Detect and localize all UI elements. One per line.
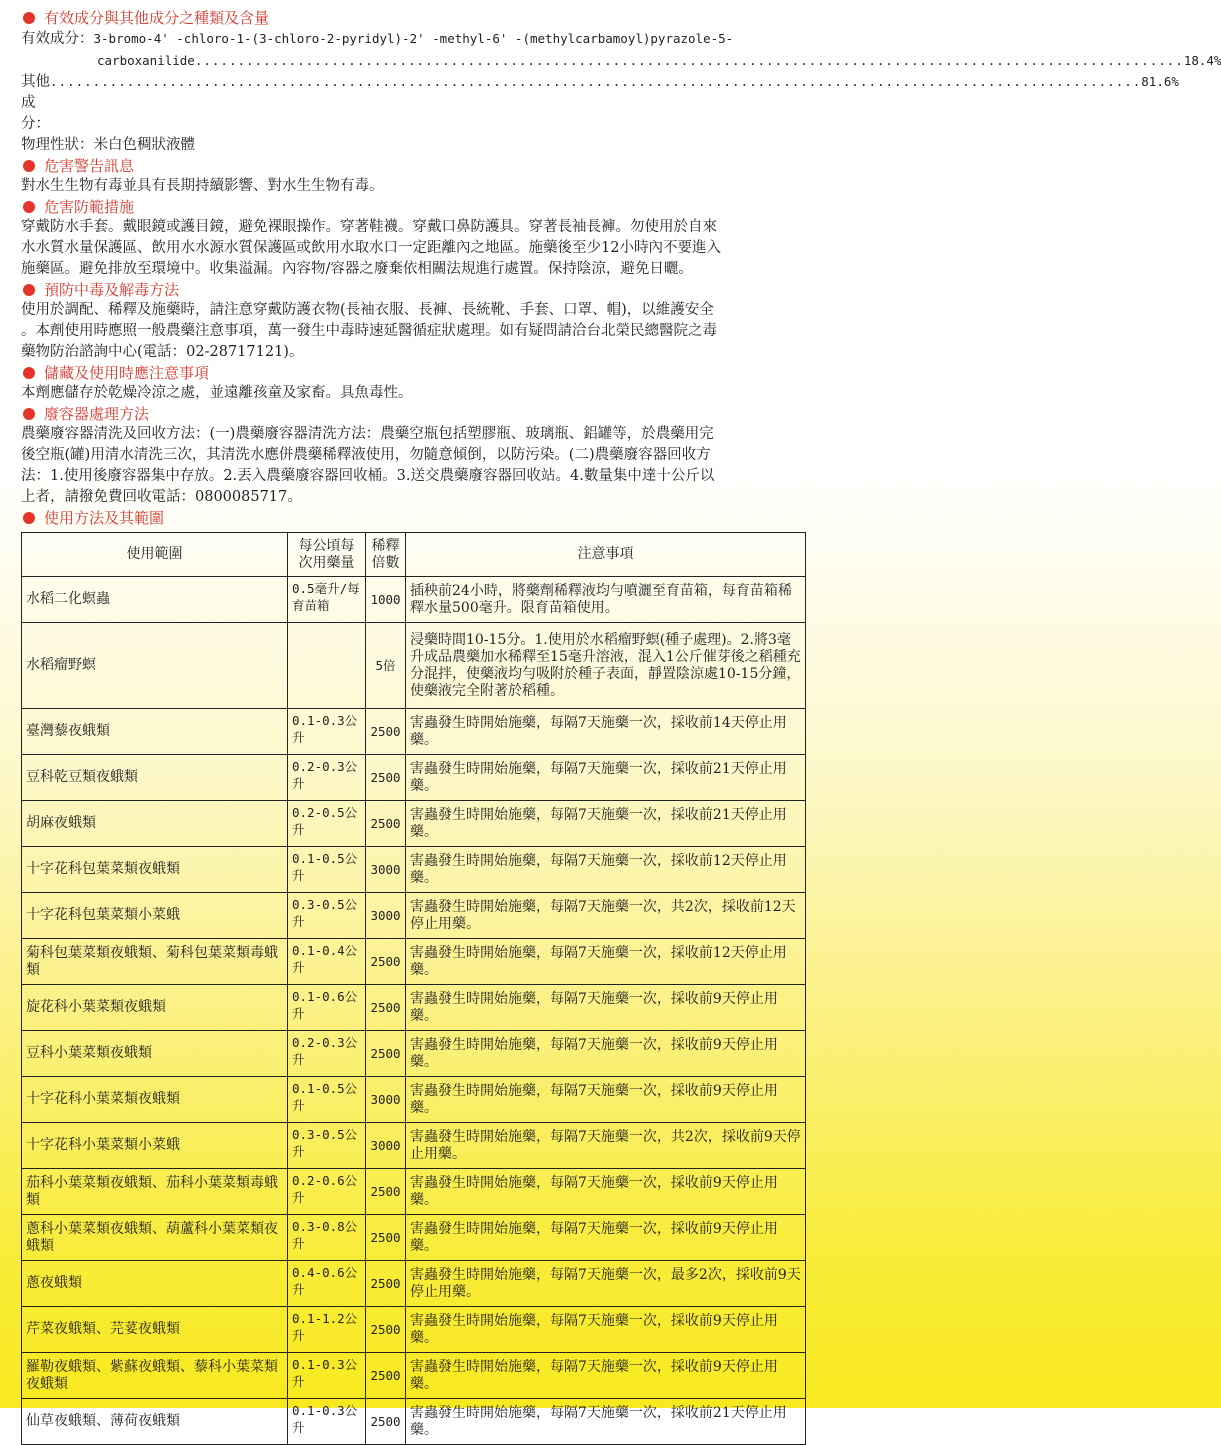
cell-scope: 蔥科小葉菜類夜蛾類、葫蘆科小葉菜類夜蛾類	[22, 1215, 288, 1261]
poisoning-line: 。本劑使用時應照一般農藥注意事項，萬一發生中毒時速延醫循症狀處理。如有疑問請洽台北榮民總醫院之毒	[21, 323, 717, 339]
heading-text: 預防中毒及解毒方法	[44, 281, 180, 299]
table-row	[22, 847, 806, 893]
cell-dilution: 1000	[366, 577, 406, 623]
precaution-line: 施藥區。避免排放至環境中。收集溢漏。內容物/容器之廢棄依相關法規進行處置。保持陰涼，避免日曬。	[21, 261, 693, 277]
cell-notes: 害蟲發生時開始施藥，每隔7天施藥一次，採收前21天停止用藥。	[406, 755, 806, 801]
disposal-line: 上者，請撥免費回收電話：0800085717。	[21, 489, 302, 505]
table-row	[22, 985, 806, 1031]
table-row	[22, 709, 806, 755]
cell-dilution: 2500	[366, 1261, 406, 1307]
cell-scope: 臺灣藜夜蛾類	[22, 709, 288, 755]
cell-notes: 害蟲發生時開始施藥，每隔7天施藥一次，採收前12天停止用藥。	[406, 847, 806, 893]
cell-scope: 水稻瘤野螟	[22, 623, 288, 709]
cell-scope: 旋花科小葉菜類夜蛾類	[22, 985, 288, 1031]
cell-notes: 插秧前24小時，將藥劑稀釋液均勻噴灑至育苗箱，每育苗箱稀釋水量500毫升。限育苗箱使用。	[406, 577, 806, 623]
cell-dilution: 3000	[366, 847, 406, 893]
cell-dose: 0.1-0.3公升	[288, 1399, 366, 1445]
cell-scope: 十字花科小葉菜類夜蛾類	[22, 1077, 288, 1123]
cell-dilution: 3000	[366, 893, 406, 939]
hazard-text: 對水生生物有毒並具有長期持續影響、對水生生物有毒。	[21, 178, 384, 194]
table-header-row	[22, 533, 806, 577]
cell-scope: 茄科小葉菜類夜蛾類、茄科小葉菜類毒蛾類	[22, 1169, 288, 1215]
table-row	[22, 1307, 806, 1353]
cell-scope: 胡麻夜蛾類	[22, 801, 288, 847]
disposal-line: 法：1.使用後廢容器集中存放。2.丟入農藥廢容器回收桶。3.送交農藥廢容器回收站。4.數量集中達十公斤以	[21, 468, 715, 484]
bullet-icon	[23, 512, 35, 524]
poisoning-line: 藥物防治諮詢中心(電話：02-28717121)。	[21, 344, 304, 360]
bullet-icon	[23, 367, 35, 379]
header-scope: 使用範圍	[22, 533, 288, 577]
cell-scope: 羅勒夜蛾類、紫蘇夜蛾類、藜科小葉菜類夜蛾類	[22, 1353, 288, 1399]
cell-dose: 0.1-0.3公升	[288, 1353, 366, 1399]
storage-text: 本劑應儲存於乾燥冷涼之處，並遠離孩童及家畜。具魚毒性。	[21, 385, 413, 401]
phys-value: 米白色稠狀液體	[93, 137, 195, 153]
heading-text: 有效成分與其他成分之種類及含量	[44, 9, 270, 27]
cell-scope: 菊科包葉菜類夜蛾類、菊科包葉菜類毒蛾類	[22, 939, 288, 985]
active-label: 有效成分：	[21, 31, 94, 47]
cell-dose: 0.2-0.6公升	[288, 1169, 366, 1215]
cell-dose: 0.3-0.5公升	[288, 1123, 366, 1169]
table-row	[22, 1123, 806, 1169]
cell-dose: 0.2-0.3公升	[288, 755, 366, 801]
cell-dilution: 2500	[366, 939, 406, 985]
precaution-line: 水水質水量保護區、飲用水水源水質保護區或飲用水取水口一定距離內之地區。施藥後至少12小時內不要進入	[21, 240, 721, 256]
cell-notes: 害蟲發生時開始施藥，每隔7天施藥一次，採收前9天停止用藥。	[406, 1077, 806, 1123]
poisoning-line: 使用於調配、稀釋及施藥時，請注意穿戴防護衣物(長袖衣服、長褲、長統靴、手套、口罩、帽)，以維護安全	[21, 302, 714, 318]
cell-scope: 十字花科包葉菜類夜蛾類	[22, 847, 288, 893]
cell-dilution: 2500	[366, 755, 406, 801]
cell-dilution: 5倍	[366, 623, 406, 709]
table-row	[22, 623, 806, 709]
cell-dilution: 2500	[366, 1307, 406, 1353]
usage-table	[21, 532, 806, 1445]
cell-dose: 0.1-0.5公升	[288, 1077, 366, 1123]
cell-notes: 害蟲發生時開始施藥，每隔7天施藥一次，採收前9天停止用藥。	[406, 1169, 806, 1215]
cell-notes: 害蟲發生時開始施藥，每隔7天施藥一次，採收前9天停止用藥。	[406, 985, 806, 1031]
cell-dilution: 3000	[366, 1077, 406, 1123]
cell-notes: 害蟲發生時開始施藥，每隔7天施藥一次，共2次，採收前12天停止用藥。	[406, 893, 806, 939]
header-notes: 注意事項	[406, 533, 806, 577]
cell-notes: 害蟲發生時開始施藥，每隔7天施藥一次，採收前14天停止用藥。	[406, 709, 806, 755]
cell-dose	[288, 623, 366, 709]
cell-dose: 0.1-0.3公升	[288, 709, 366, 755]
section-heading-poisoning	[21, 280, 811, 300]
cell-dilution: 3000	[366, 1123, 406, 1169]
cell-dose: 0.1-0.4公升	[288, 939, 366, 985]
cell-scope: 十字花科小葉菜類小菜蛾	[22, 1123, 288, 1169]
cell-dose: 0.3-0.5公升	[288, 893, 366, 939]
heading-text: 使用方法及其範圍	[44, 509, 165, 527]
cell-notes: 害蟲發生時開始施藥，每隔7天施藥一次，採收前9天停止用藥。	[406, 1307, 806, 1353]
header-dilution: 稀釋倍數	[366, 533, 406, 577]
active-ingredient-line	[21, 28, 811, 50]
cell-dose: 0.1-0.5公升	[288, 847, 366, 893]
active-ingredient-line-2	[21, 50, 1221, 71]
bullet-icon	[23, 201, 35, 213]
cell-notes: 害蟲發生時開始施藥，每隔7天施藥一次，共2次，採收前9天停止用藥。	[406, 1123, 806, 1169]
table-row	[22, 1031, 806, 1077]
heading-text: 廢容器處理方法	[44, 405, 150, 423]
cell-scope: 十字花科包葉菜類小菜蛾	[22, 893, 288, 939]
section-heading-hazard	[21, 156, 811, 176]
cell-dose: 0.5毫升/每育苗箱	[288, 577, 366, 623]
cell-dose: 0.2-0.5公升	[288, 801, 366, 847]
table-row	[22, 577, 806, 623]
disposal-line: 後空瓶(罐)用清水清洗三次，其清洗水應併農藥稀釋液使用，勿隨意傾倒，以防污染。(二)農藥廢容器回收方	[21, 447, 711, 463]
active-name: 3-bromo-4' -chloro-1-(3-chloro-2-pyridyl)-2' -methyl-6' -(methylcarbamoyl)pyrazole-5-	[93, 31, 734, 46]
cell-dilution: 2500	[366, 1399, 406, 1445]
header-dose: 每公頃每次用藥量	[288, 533, 366, 577]
cell-notes: 害蟲發生時開始施藥，每隔7天施藥一次，採收前9天停止用藥。	[406, 1031, 806, 1077]
heading-text: 危害防範措施	[44, 198, 135, 216]
table-row	[22, 1353, 806, 1399]
cell-scope: 水稻二化螟蟲	[22, 577, 288, 623]
section-heading-usage	[21, 508, 811, 528]
cell-dilution: 2500	[366, 1353, 406, 1399]
section-heading-precautions	[21, 197, 811, 217]
table-row	[22, 893, 806, 939]
active-name-cont: carboxanilide	[97, 53, 195, 68]
table-row	[22, 1169, 806, 1215]
table-row	[22, 1261, 806, 1307]
cell-dilution: 2500	[366, 801, 406, 847]
cell-dose: 0.1-0.6公升	[288, 985, 366, 1031]
table-row	[22, 1399, 806, 1445]
dot-leader: ....................................................................................................................	[194, 53, 1184, 68]
other-label: 其他成分：	[21, 74, 50, 132]
other-ingredient-line	[21, 71, 1179, 135]
cell-dose: 0.2-0.3公升	[288, 1031, 366, 1077]
label-document	[21, 8, 1221, 1445]
section-heading-disposal	[21, 404, 811, 424]
cell-notes: 浸藥時間10-15分。1.使用於水稻瘤野螟(種子處理)。2.將3毫升成品農藥加水稀釋至15毫升溶液，混入1公斤催芽後之稻種充分混拌，使藥液均勻吸附於種子表面，靜置陰涼處10-15分鐘，使藥液完全附著於稻種。	[406, 623, 806, 709]
cell-scope: 芹菜夜蛾類、芫荽夜蛾類	[22, 1307, 288, 1353]
cell-dilution: 2500	[366, 1169, 406, 1215]
active-percent: 18.4%	[1183, 53, 1221, 68]
cell-scope: 豆科小葉菜類夜蛾類	[22, 1031, 288, 1077]
cell-dose: 0.4-0.6公升	[288, 1261, 366, 1307]
dot-leader: ................................................................................................................................	[50, 74, 1142, 89]
cell-notes: 害蟲發生時開始施藥，每隔7天施藥一次，最多2次，採收前9天停止用藥。	[406, 1261, 806, 1307]
bullet-icon	[23, 12, 35, 24]
disposal-line: 農藥廢容器清洗及回收方法：(一)農藥廢容器清洗方法：農藥空瓶包括塑膠瓶、玻璃瓶、鋁罐等，於農藥用完	[21, 426, 714, 442]
cell-dose: 0.3-0.8公升	[288, 1215, 366, 1261]
cell-notes: 害蟲發生時開始施藥，每隔7天施藥一次，採收前12天停止用藥。	[406, 939, 806, 985]
table-row	[22, 801, 806, 847]
cell-scope: 豆科乾豆類夜蛾類	[22, 755, 288, 801]
bullet-icon	[23, 408, 35, 420]
section-heading-storage	[21, 363, 811, 383]
table-row	[22, 1215, 806, 1261]
cell-dilution: 2500	[366, 1215, 406, 1261]
heading-text: 儲藏及使用時應注意事項	[44, 364, 210, 382]
table-body	[22, 577, 806, 1445]
other-percent: 81.6%	[1141, 74, 1179, 89]
cell-notes: 害蟲發生時開始施藥，每隔7天施藥一次，採收前9天停止用藥。	[406, 1215, 806, 1261]
precaution-line: 穿戴防水手套。戴眼鏡或護目鏡，避免裸眼操作。穿著鞋襪。穿戴口鼻防護具。穿著長袖長褲。勿使用於自來	[21, 219, 717, 235]
table-row	[22, 1077, 806, 1123]
heading-text: 危害警告訊息	[44, 157, 135, 175]
cell-notes: 害蟲發生時開始施藥，每隔7天施藥一次，採收前21天停止用藥。	[406, 1399, 806, 1445]
cell-dilution: 2500	[366, 1031, 406, 1077]
cell-scope: 蔥夜蛾類	[22, 1261, 288, 1307]
table-row	[22, 939, 806, 985]
cell-notes: 害蟲發生時開始施藥，每隔7天施藥一次，採收前9天停止用藥。	[406, 1353, 806, 1399]
section-heading-ingredients	[21, 8, 811, 28]
cell-dilution: 2500	[366, 709, 406, 755]
phys-label: 物理性狀：	[21, 137, 94, 153]
physical-state-line	[21, 135, 811, 156]
cell-scope: 仙草夜蛾類、薄荷夜蛾類	[22, 1399, 288, 1445]
table-row	[22, 755, 806, 801]
cell-dose: 0.1-1.2公升	[288, 1307, 366, 1353]
bullet-icon	[23, 284, 35, 296]
cell-notes: 害蟲發生時開始施藥，每隔7天施藥一次，採收前21天停止用藥。	[406, 801, 806, 847]
bullet-icon	[23, 160, 35, 172]
cell-dilution: 2500	[366, 985, 406, 1031]
